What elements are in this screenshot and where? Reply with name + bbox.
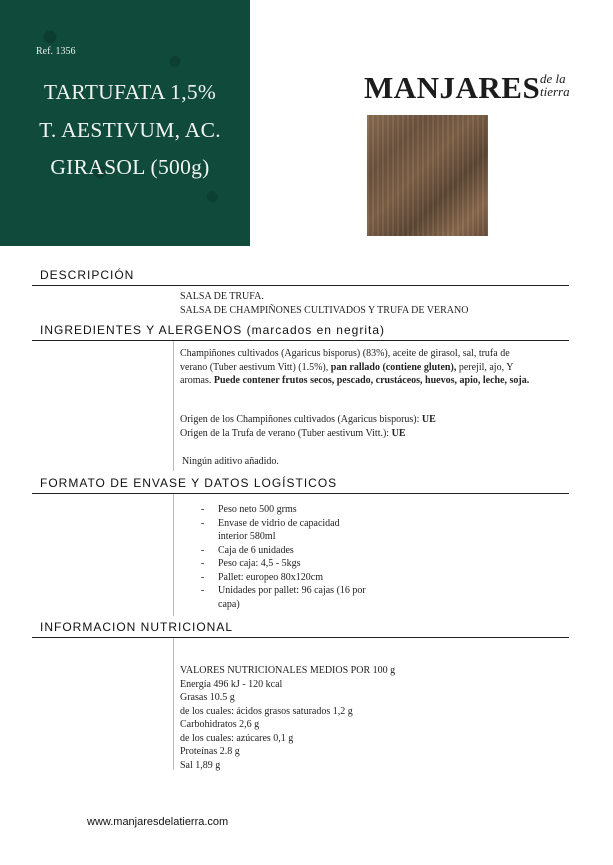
divider [32, 340, 569, 341]
column-divider [173, 494, 174, 616]
descripcion-text [180, 290, 530, 317]
column-divider [173, 341, 174, 471]
aditivo-text: Ningún aditivo añadido. [182, 456, 279, 467]
nutri-line: Proteínas 2.8 g [180, 746, 240, 757]
section-heading-ingredientes: INGREDIENTES Y ALERGENOS (marcados en negrita) [40, 323, 385, 337]
product-reference: Ref. 1356 [36, 46, 76, 57]
product-title-line-3: GIRASOL (500g) [50, 155, 210, 179]
brand-logo-subtitle-line-2: tierra [540, 84, 570, 99]
formato-list [201, 503, 401, 611]
nutri-line: Carbohidratos 2,6 g [180, 719, 260, 730]
section-heading-formato: FORMATO DE ENVASE Y DATOS LOGÍSTICOS [40, 476, 338, 490]
section-heading-nutricional: INFORMACION NUTRICIONAL [40, 620, 234, 634]
nutri-line: de los cuales: azúcares 0,1 g [180, 732, 294, 744]
column-divider [173, 638, 174, 770]
list-item: - Peso caja: 4,5 - 5kgs [201, 557, 368, 571]
origin-trufa-label: Origen de la Trufa de verano (Tuber aestivum Vitt.): [180, 427, 392, 439]
product-title-line-2: T. AESTIVUM, AC. [39, 118, 221, 142]
origin-champinones-label: Origen de los Champiñones cultivados (Agaricus bisporus): [180, 414, 422, 425]
descripcion-line-2: SALSA DE CHAMPIÑONES CULTIVADOS Y TRUFA DE VERANO [180, 304, 469, 316]
origin-champinones [180, 413, 530, 427]
divider [32, 637, 569, 638]
allergen-warning: Puede contener frutos secos, pescado, crustáceos, huevos, apio, leche, soja. [213, 375, 530, 386]
brand-logo-main: MANJARES [364, 70, 541, 105]
origin-trufa-value: UE [391, 427, 406, 439]
origin-text [180, 413, 530, 440]
list-item: - Pallet: europeo 80x120cm [201, 571, 368, 585]
ingredientes-text: Champiñones cultivados (Agaricus bisporus) (83%), aceite de girasol, sal, trufa de verano (Tuber aestivum Vitt) (1.5%), [180, 348, 510, 373]
nutri-line: Grasas 10.5 g [180, 692, 235, 703]
list-item: - Envase de vidrio de capacidad interior 580ml [201, 517, 368, 544]
allergen-gluten: pan rallado (contiene gluten), [330, 361, 457, 373]
origin-champinones-value: UE [421, 414, 436, 425]
ingredientes-text-cont: perejil, ajo, Y aromas. [180, 361, 514, 386]
website-link[interactable]: www.manjaresdelatierra.com [87, 816, 229, 828]
product-title-line-1: TARTUFATA 1,5% [43, 80, 217, 104]
brand-logo-subtitle-line-1: de la [540, 71, 566, 86]
descripcion-line-1: SALSA DE TRUFA. [180, 291, 264, 302]
nutri-line: de los cuales: ácidos grasos saturados 1,2 g [180, 705, 353, 717]
list-item: - Peso neto 500 grms [201, 503, 368, 517]
brand-logo-subtitle [540, 72, 590, 98]
nutri-line: VALORES NUTRICIONALES MEDIOS POR 100 g [180, 665, 396, 676]
hero-banner [0, 0, 250, 246]
divider [32, 285, 569, 286]
list-item: - Caja de 6 unidades [201, 544, 368, 558]
ingredientes-paragraph [180, 347, 530, 388]
list-item: - Unidades por pallet: 96 cajas (16 por capa) [201, 584, 368, 611]
origin-trufa [180, 427, 530, 441]
nutri-line: Energía 496 kJ - 120 kcal [180, 678, 283, 690]
nutricional-values [180, 664, 530, 772]
product-photo [367, 115, 488, 236]
divider [32, 493, 569, 494]
section-heading-descripcion: DESCRIPCIÓN [40, 268, 135, 282]
nutri-line: Sal 1,89 g [180, 759, 221, 771]
